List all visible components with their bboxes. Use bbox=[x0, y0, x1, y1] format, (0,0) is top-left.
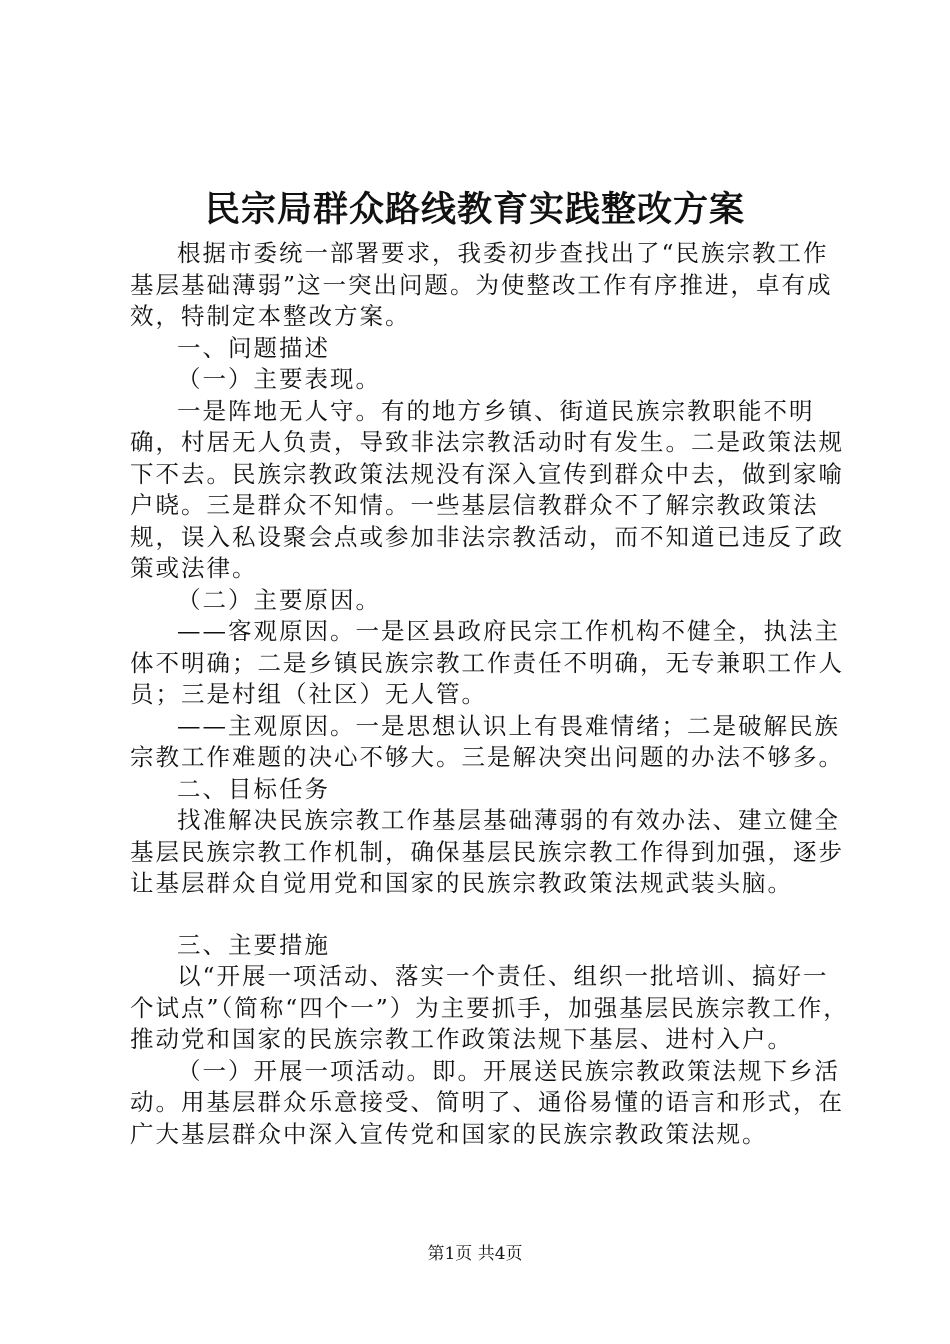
paragraph-subjective-causes: ——主观原因。一是思想认识上有畏难情绪；二是破解民族宗教工作难题的决心不够大。三是解决突出问题的办法不够多。 bbox=[130, 711, 844, 771]
heading-goals-tasks: 二、目标任务 bbox=[177, 774, 330, 803]
subheading-main-manifestations: （一）主要表现。 bbox=[177, 365, 381, 393]
document-body bbox=[130, 238, 850, 1150]
paragraph-goals: 找准解决民族宗教工作基层基础薄弱的有效办法、建立健全基层民族宗教工作机制，确保基层民族宗教工作得到加强，逐步让基层群众自觉用党和国家的民族宗教政策法规武装头脑。 bbox=[130, 806, 844, 897]
document-title: 民宗局群众路线教育实践整改方案 bbox=[204, 189, 745, 230]
heading-problem-description: 一、问题描述 bbox=[177, 333, 330, 362]
page-footer: 第1页 共4页 bbox=[427, 1244, 523, 1264]
subheading-main-causes: （二）主要原因。 bbox=[177, 585, 381, 614]
paragraph-intro: 根据市委统一部署要求，我委初步查找出了“民族宗教工作基层基础薄弱”这一突出问题。为使整改工作有序推进，卓有成效，特制定本整改方案。 bbox=[130, 239, 833, 330]
paragraph-objective-causes: ——客观原因。一是区县政府民宗工作机构不健全，执法主体不明确；二是乡镇民族宗教工作责任不明确，无专兼职工作人员；三是村组（社区）无人管。 bbox=[130, 617, 844, 708]
paragraph-first-measure: （一）开展一项活动。即。开展送民族宗教政策法规下乡活动。用基层群众乐意接受、简明了、通俗易懂的语言和形式，在广大基层群众中深入宣传党和国家的民族宗教政策法规。 bbox=[130, 1056, 844, 1148]
paragraph-measures: 以“开展一项活动、落实一个责任、组织一批培训、搞好一个试点”（简称“四个一”）为主要抓手，加强基层民族宗教工作，推动党和国家的民族宗教工作政策法规下基层、进村入户。 bbox=[130, 962, 849, 1053]
paragraph-manifestations: 一是阵地无人守。有的地方乡镇、街道民族宗教职能不明确，村居无人负责，导致非法宗教活动时有发生。二是政策法规下不去。民族宗教政策法规没有深入宣传到群众中去，做到家喻户晓。三是群众不知情。一些基层信教群众不了解宗教政策法规，误入私设聚会点或参加非法宗教活动，而不知道已违反了政策或法律。 bbox=[130, 396, 844, 582]
heading-main-measures: 三、主要措施 bbox=[177, 930, 330, 959]
